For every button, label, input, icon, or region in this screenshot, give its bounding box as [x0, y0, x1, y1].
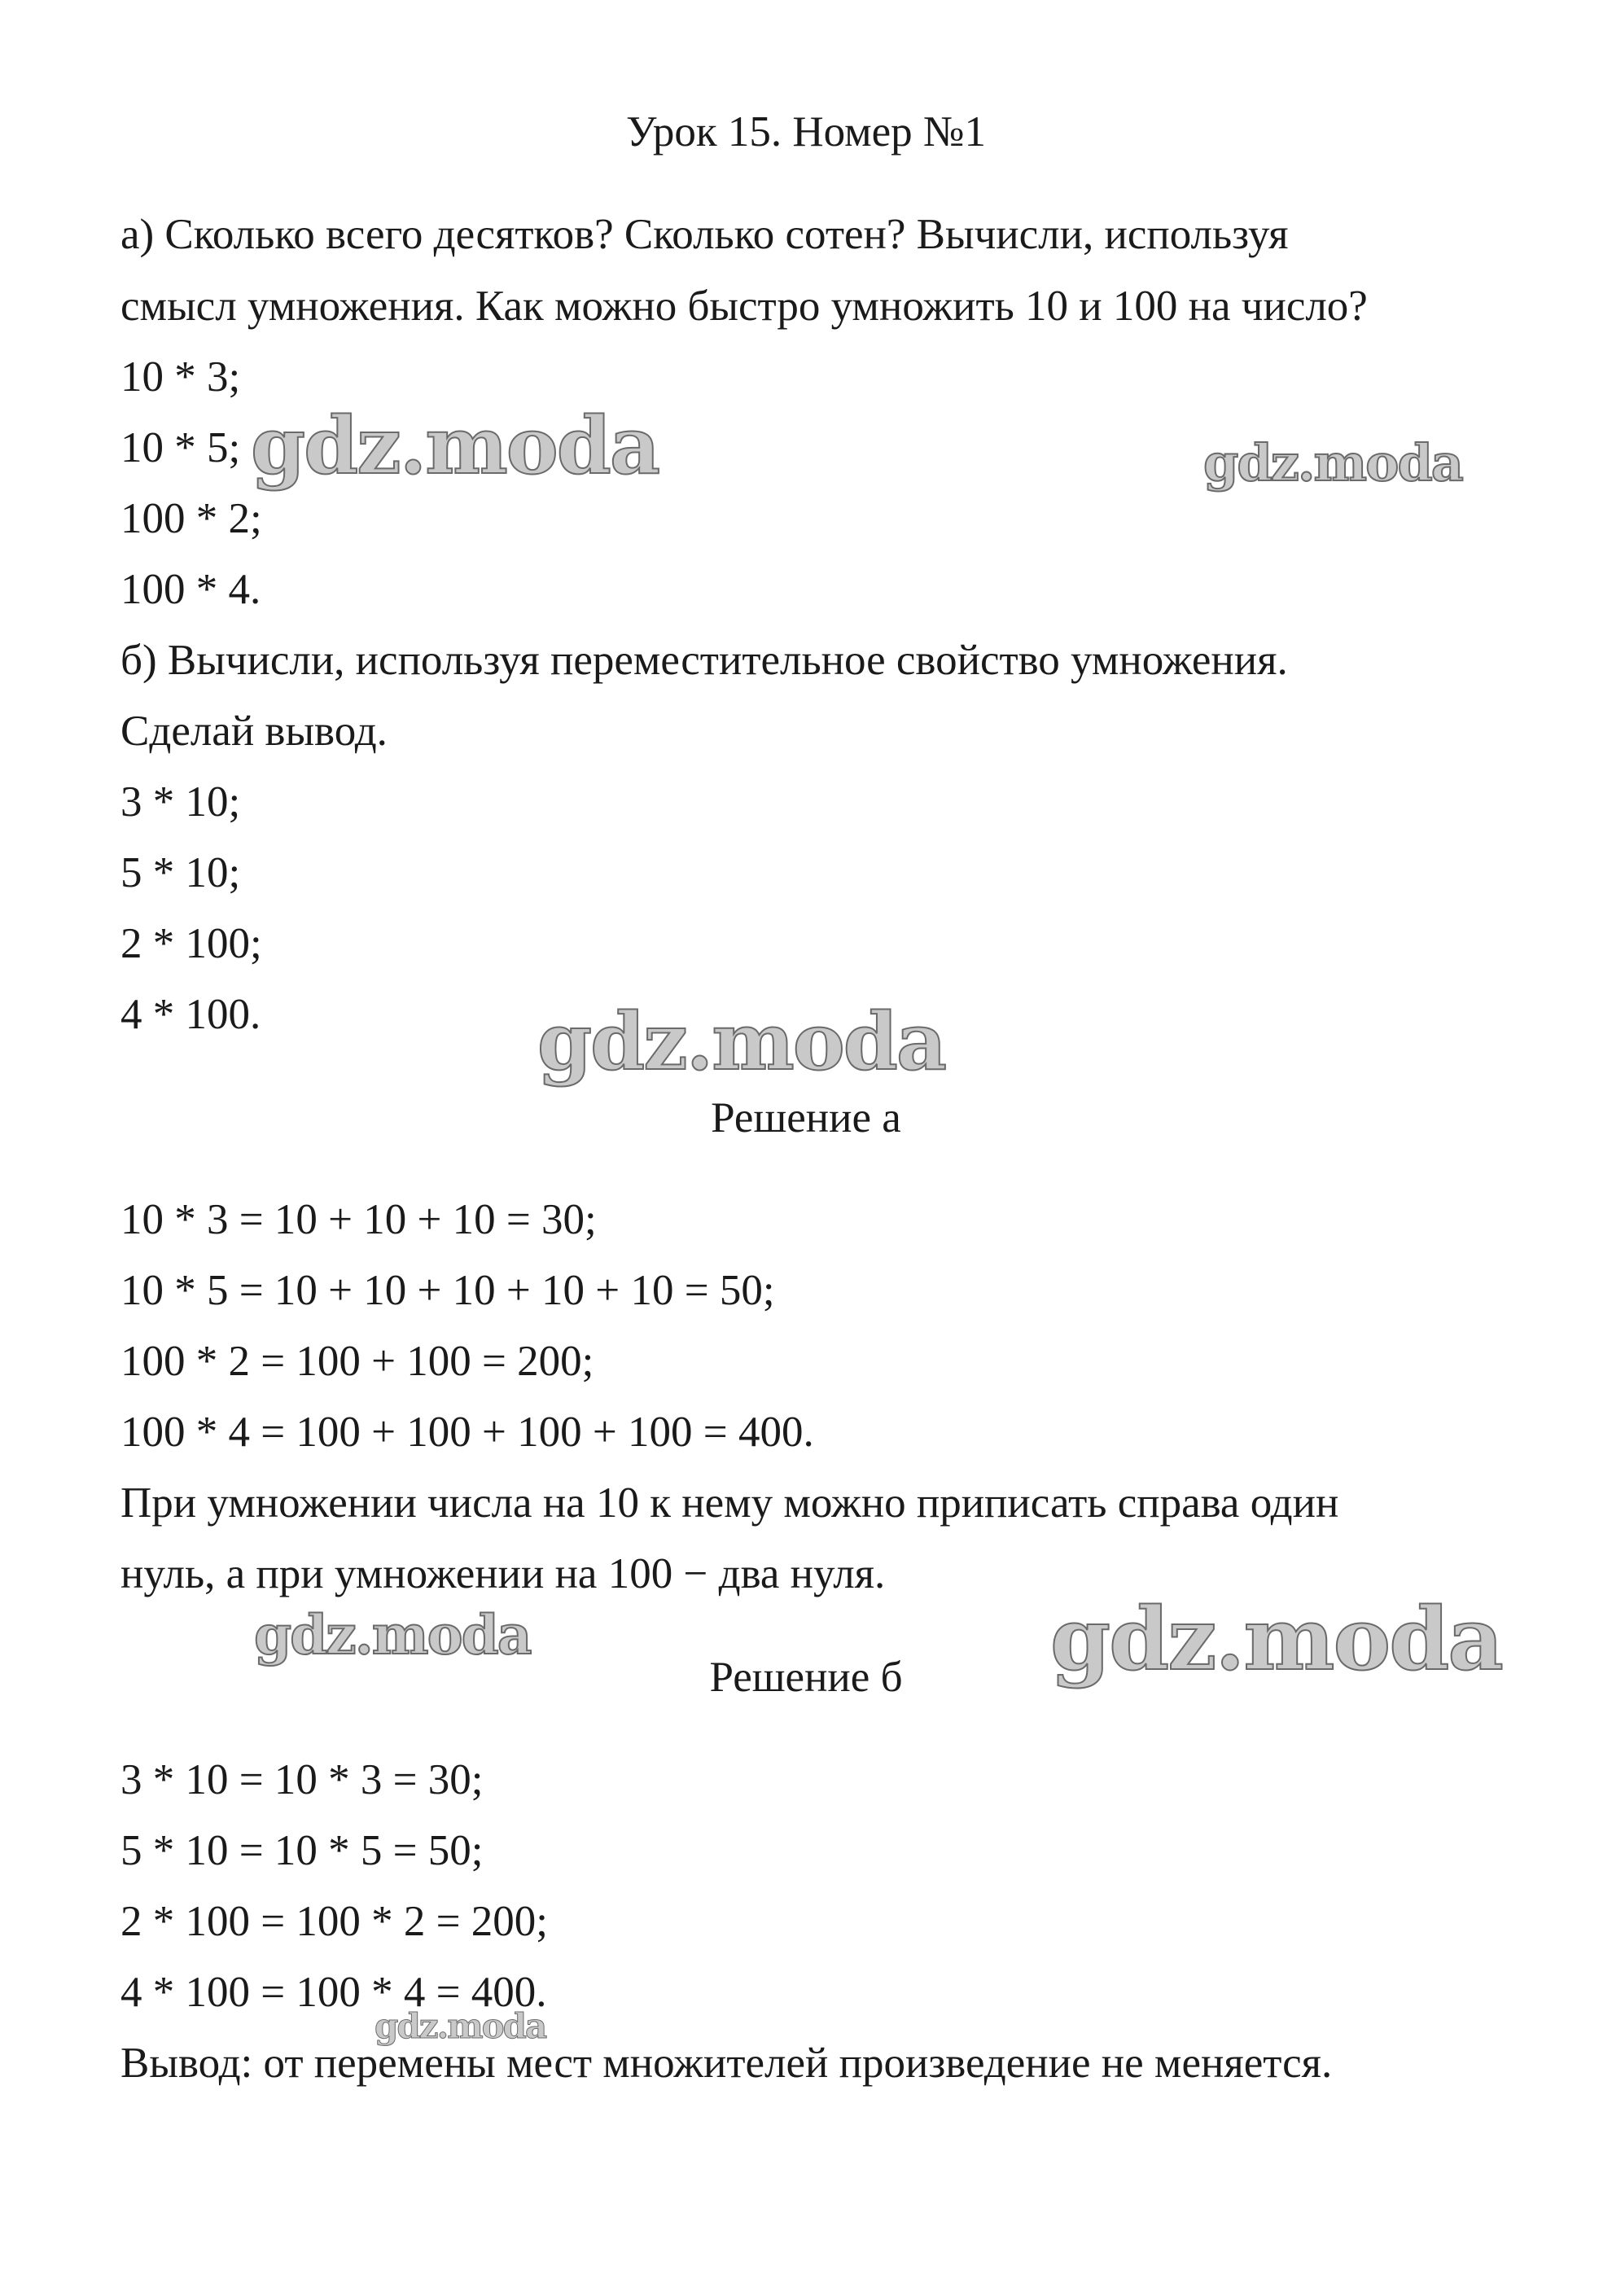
solution-b-item: 2 * 100 = 100 * 2 = 200; [120, 1898, 549, 1945]
solution-a-item: 100 * 4 = 100 + 100 + 100 + 100 = 400. [120, 1409, 814, 1456]
solution-a-conclusion-line-1: При умножении числа на 10 к нему можно приписать справа один [120, 1479, 1339, 1527]
task-a-text-line-2: смысл умножения. Как можно быстро умножить 10 и 100 на число? [120, 283, 1368, 330]
solution-b-conclusion: Вывод: от перемены мест множителей произведение не меняется. [120, 2040, 1333, 2087]
task-b-text-line-2: Сделай вывод. [120, 708, 388, 755]
watermark-logo: gdz.moda [251, 400, 659, 492]
solution-a-item: 10 * 3 = 10 + 10 + 10 = 30; [120, 1196, 597, 1243]
solution-b-item: 3 * 10 = 10 * 3 = 30; [120, 1756, 484, 1803]
task-a-item: 10 * 3; [120, 353, 241, 401]
page-title: Урок 15. Номер №1 [625, 108, 986, 156]
task-a-item: 100 * 2; [120, 495, 262, 542]
watermark-logo: gdz.moda [1203, 433, 1462, 493]
solution-b-item: 4 * 100 = 100 * 4 = 400. [120, 1969, 547, 2016]
task-a-item: 100 * 4. [120, 566, 261, 613]
watermark-logo: gdz.moda [1050, 1588, 1502, 1689]
task-b-text-line-1: б) Вычисли, используя переместительное свойство умножения. [120, 637, 1288, 684]
task-a-item: 10 * 5; [120, 424, 241, 471]
solution-a-item: 10 * 5 = 10 + 10 + 10 + 10 + 10 = 50; [120, 1267, 775, 1314]
solution-a-conclusion-line-2: нуль, а при умножении на 100 − два нуля. [120, 1550, 886, 1597]
watermark-logo: gdz.moda [375, 2006, 546, 2046]
task-b-item: 4 * 100. [120, 991, 261, 1038]
solution-a-item: 100 * 2 = 100 + 100 = 200; [120, 1338, 594, 1385]
watermark-logo: gdz.moda [537, 996, 946, 1088]
task-b-item: 2 * 100; [120, 920, 262, 967]
watermark-logo: gdz.moda [254, 1603, 531, 1667]
task-b-item: 5 * 10; [120, 849, 241, 896]
task-a-text-line-1: а) Сколько всего десятков? Сколько сотен? Вычисли, используя [120, 211, 1289, 258]
solution-b-heading: Решение б [709, 1654, 903, 1701]
task-b-item: 3 * 10; [120, 778, 241, 826]
solution-b-item: 5 * 10 = 10 * 5 = 50; [120, 1827, 484, 1874]
solution-a-heading: Решение а [711, 1094, 901, 1141]
